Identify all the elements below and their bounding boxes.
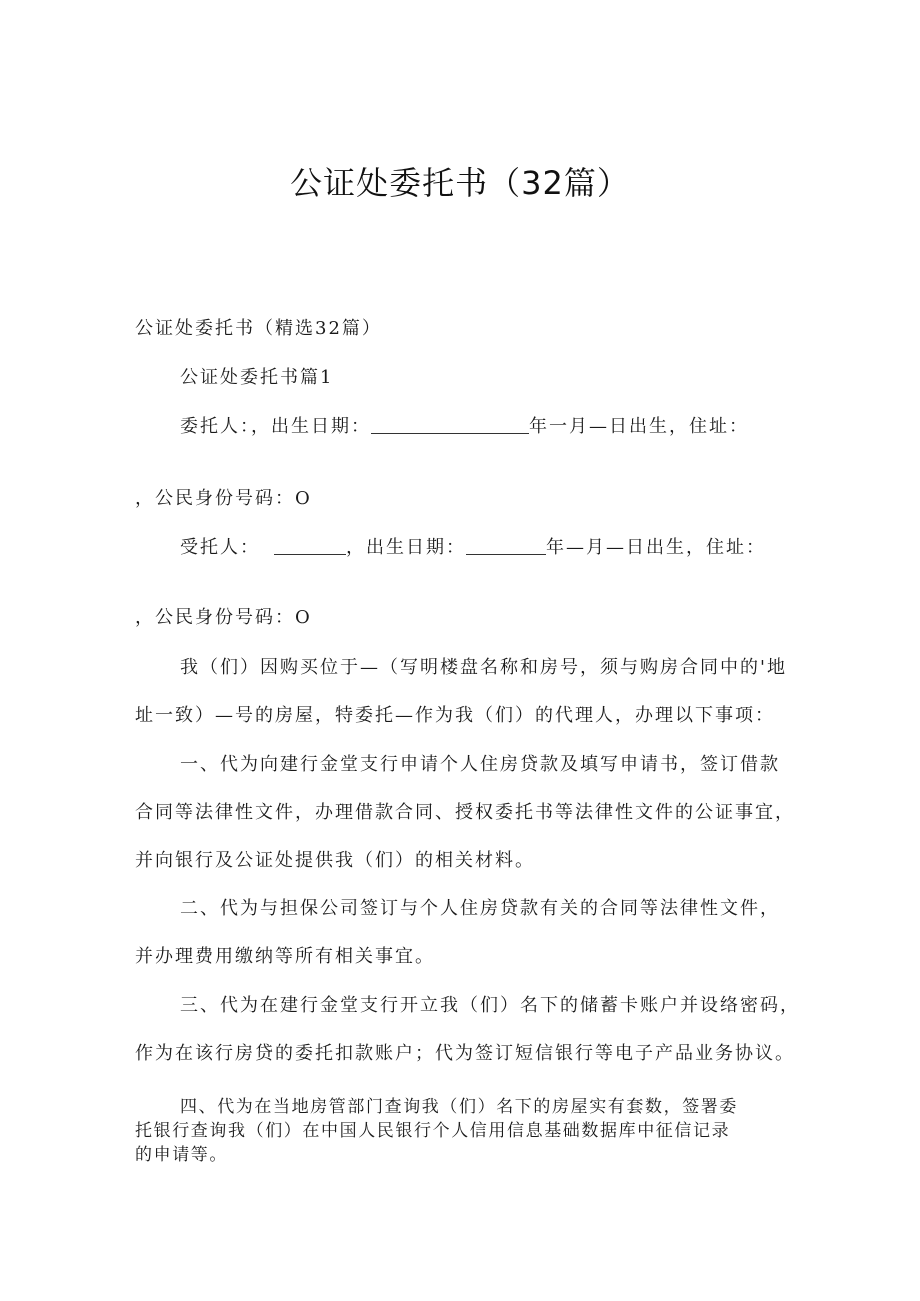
paragraph-line: 四、代为在当地房管部门查询我（们）名下的房屋实有套数，签署委 (180, 1097, 738, 1117)
agent-tail: 年—月—日出生，住址： (546, 537, 766, 558)
agent-label: 受托人： (180, 537, 260, 558)
agent-name-blank (274, 538, 346, 555)
principal-id-line: ，公民身份号码：O (135, 488, 312, 509)
paragraph-line: 并办理费用缴纳等所有相关事宜。 (135, 946, 435, 967)
paragraph-line: 址一致）—号的房屋，特委托—作为我（们）的代理人，办理以下事项： (135, 705, 775, 726)
paragraph-line: 二、代为与担保公司签订与个人住房贷款有关的合同等法律性文件， (180, 898, 780, 919)
paragraph-line: 一、代为向建行金堂支行申请个人住房贷款及填写申请书，签订借款 (180, 754, 780, 775)
paragraph-line: 三、代为在建行金堂支行开立我（们）名下的储蓄卡账户并设络密码， (180, 995, 800, 1016)
paragraph-line: 合同等法律性文件，办理借款合同、授权委托书等法律性文件的公证事宜， (135, 802, 795, 823)
document-subtitle: 公证处委托书（精选32篇） (135, 318, 382, 339)
principal-birthdate-blank (371, 417, 529, 434)
principal-label: 委托人： (180, 416, 251, 437)
paragraph-line: 的申请等。 (135, 1145, 228, 1165)
principal-tail: 年一月—日出生，住址： (529, 416, 749, 437)
paragraph-line: 作为在该行房贷的委托扣款账户；代为签订短信银行等电子产品业务协议。 (135, 1043, 795, 1064)
principal-mid: ，出生日期： (251, 416, 371, 437)
agent-line (180, 533, 766, 559)
agent-id-line: ，公民身份号码：O (135, 607, 312, 628)
paragraph-line: 并向银行及公证处提供我（们）的相关材料。 (135, 850, 535, 871)
paragraph-line: 托银行查询我（们）在中国人民银行个人信用信息基础数据库中征信记录 (135, 1121, 731, 1141)
document-title: 公证处委托书（32篇） (290, 164, 630, 202)
paragraph-line: 我（们）因购买位于—（写明楼盘名称和房号，须与购房合同中的'地 (180, 657, 787, 678)
agent-mid: ，出生日期： (346, 537, 466, 558)
principal-line (180, 412, 749, 438)
section-heading: 公证处委托书篇1 (180, 367, 334, 388)
agent-birthdate-blank (466, 538, 546, 555)
